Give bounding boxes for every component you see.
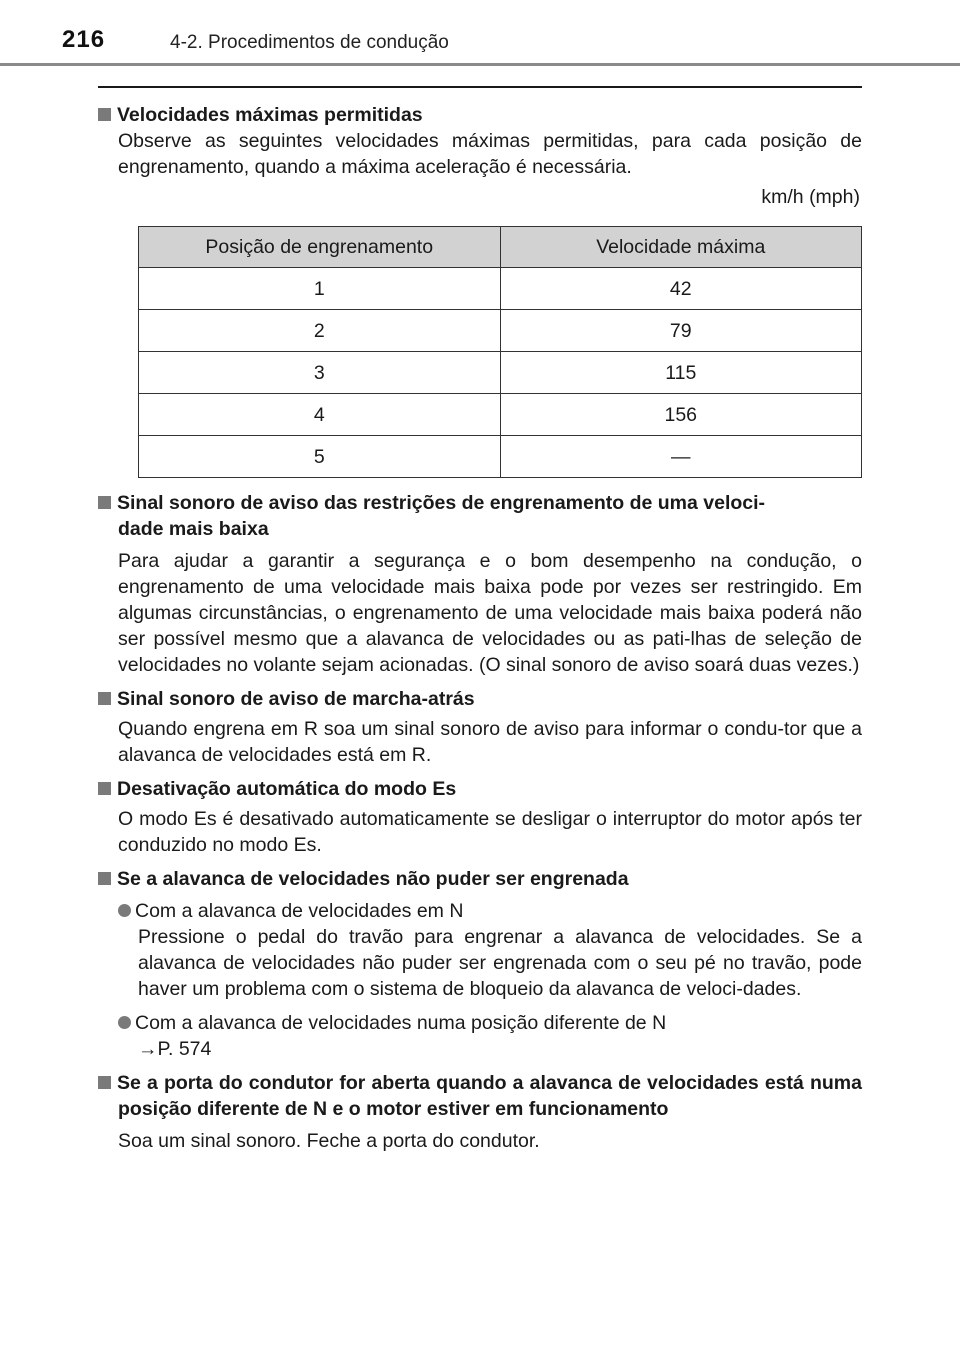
section-title: 4-2. Procedimentos de condução [170, 32, 449, 53]
gear-cell: 5 [139, 436, 501, 478]
unit-label: km/h (mph) [761, 186, 860, 208]
paragraph-downshift-warning: Para ajudar a garantir a segurança e o bom desempenho na condução, o engrenamento de uma velocidade mais baixa pode por vezes ser restringido. Em algumas circunstâncias, o engrenamento de uma velocidade mais baixa poderá não ser possível mesmo que a alavanca de velocidades ou as pati-lhas de seleção de velocidades no volante sejam acionadas. (O sinal sonoro de aviso soará duas vezes.) [118, 550, 862, 676]
square-bullet-icon [98, 1076, 111, 1089]
speed-cell: 79 [500, 310, 862, 352]
bullet-label: Com a alavanca de velocidades em N [135, 900, 464, 922]
paragraph-es-mode: O modo Es é desativado automaticamente se desligar o interruptor do motor após ter conduzido no modo Es. [118, 808, 862, 856]
round-bullet-icon [118, 904, 131, 917]
page-header [0, 0, 960, 68]
gear-cell: 4 [139, 394, 501, 436]
speed-cell: 42 [500, 268, 862, 310]
heading-text: Se a alavanca de velocidades não puder ser engrenada [117, 868, 629, 890]
bullet-label: Com a alavanca de velocidades numa posição diferente de N [135, 1012, 667, 1034]
gear-cell: 1 [139, 268, 501, 310]
header-divider [0, 63, 960, 66]
table-row [139, 268, 862, 310]
speed-cell: — [500, 436, 862, 478]
round-bullet-icon [118, 1016, 131, 1029]
square-bullet-icon [98, 108, 111, 121]
bullet-item-neutral [98, 898, 862, 924]
speed-cell: 156 [500, 394, 862, 436]
heading-text: Sinal sonoro de aviso das restrições de engrenamento de uma veloci- [117, 492, 766, 514]
heading-text: Velocidades máximas permitidas [117, 104, 423, 126]
square-bullet-icon [98, 496, 111, 509]
square-bullet-icon [98, 692, 111, 705]
page-number: 216 [62, 26, 106, 53]
heading-text: Sinal sonoro de aviso de marcha-atrás [117, 688, 475, 710]
heading-downshift-warning [98, 490, 862, 542]
paragraph-reverse-warning: Quando engrena em R soa um sinal sonoro de aviso para informar o condu-tor que a alavanca de velocidades está em R. [118, 718, 862, 766]
heading-es-mode [98, 776, 862, 802]
table-header-gear: Posição de engrenamento [139, 227, 501, 268]
heading-max-speeds [98, 102, 862, 128]
gear-cell: 3 [139, 352, 501, 394]
table-row [139, 352, 862, 394]
bullet-item-other [98, 1010, 862, 1036]
table-header-row [139, 227, 862, 268]
table-row [139, 436, 862, 478]
heading-shift-lock [98, 866, 862, 892]
paragraph-door-open: Soa um sinal sonoro. Feche a porta do condutor. [118, 1130, 540, 1152]
heading-text-cont: dade mais baixa [118, 518, 269, 540]
heading-door-open [98, 1070, 862, 1122]
bullet-body-neutral: Pressione o pedal do travão para engrenar a alavanca de velocidades. Se a alavanca de velocidades não puder ser engrenada com o seu pé no travão, pode haver um problema com o sistema de bloqueio da alavanca de veloci-dades. [138, 926, 862, 1000]
speed-cell: 115 [500, 352, 862, 394]
table-row [139, 394, 862, 436]
paragraph-max-speeds: Observe as seguintes velocidades máximas permitidas, para cada posição de engrenamento, quando a máxima aceleração é necessária. [118, 130, 862, 178]
gear-cell: 2 [139, 310, 501, 352]
content-divider [98, 86, 862, 88]
page-reference-link[interactable]: →P. 574 [138, 1038, 212, 1060]
table-header-speed: Velocidade máxima [500, 227, 862, 268]
square-bullet-icon [98, 872, 111, 885]
page-content [98, 94, 862, 1154]
heading-text: Se a porta do condutor for aberta quando a alavanca de velocidades está numa posição diferente de N e o motor estiver em funcionamento [117, 1072, 862, 1120]
heading-text: Desativação automática do modo Es [117, 778, 457, 800]
heading-reverse-warning [98, 686, 862, 712]
speed-table [138, 226, 862, 478]
square-bullet-icon [98, 782, 111, 795]
table-row [139, 310, 862, 352]
